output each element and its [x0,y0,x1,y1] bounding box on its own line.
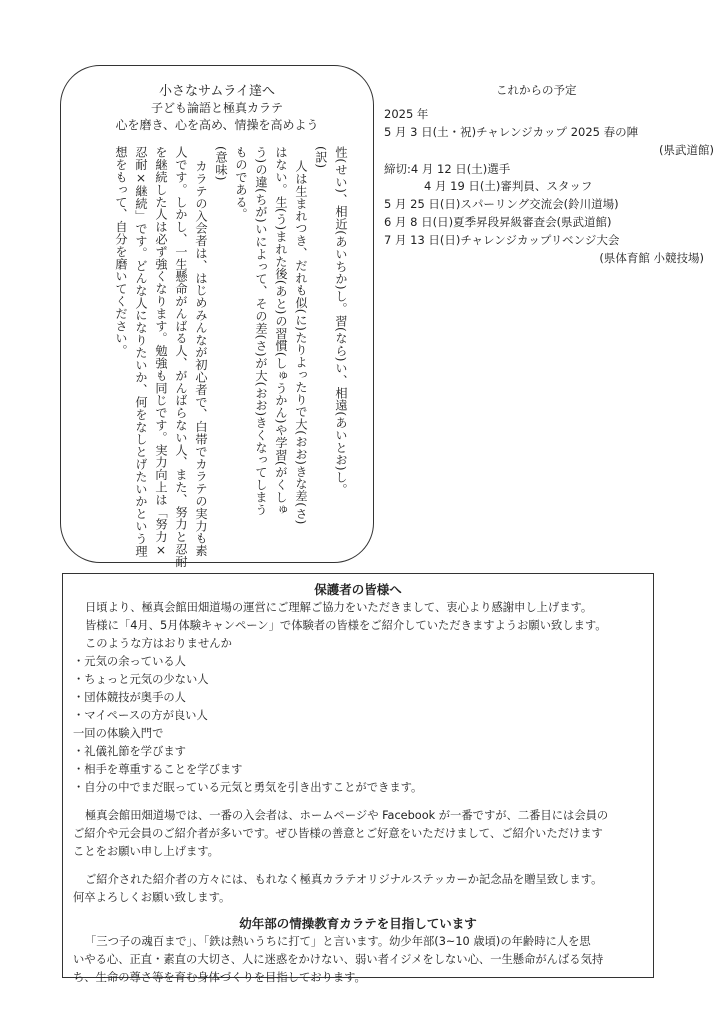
vertical-line: 人は生まれつき、だれも似(に)たりよったりで大(おお)きな差(さ) [294,160,308,525]
list-item: ・元気の余っている人 [73,655,186,668]
schedule-item: 7 月 13 日(日)チャレンジカップリベンジ大会 [384,233,620,247]
schedule-item: 6 月 8 日(日)夏季昇段昇級審査会(県武道館) [384,215,612,229]
box-title: 小さなサムライ達へ [159,84,275,99]
vertical-line: 人です。しかし、一生懸命がんばる人、がんばらない人、また、努力と忍耐 [174,146,188,568]
paragraph-line: 何卒よろしくお願い致します。 [73,891,231,904]
paragraph-line: ご紹介や元会員のご紹介者が多いです。ぜひ皆様の善意とご好意をいただけまして、ご紹介いただけます [73,827,603,840]
vertical-line: 性(せい)、相近(あいちか)し。習(なら)い、相遠(あいとお)し。 [334,146,348,496]
vertical-line: ものである。 [234,146,248,221]
vertical-line: はない。生(う)まれた後(あと)の習慣(しゅうかん)や学習(がくしゅ [274,146,288,516]
paragraph-line: ことをお願い申し上げます。 [73,845,219,858]
youth-heading: 幼年部の情操教育カラテを目指しています [239,916,477,931]
vertical-line: を継続した人は必ず強くなります。勉強も同じです。実力向上は「努力× [154,146,168,557]
box-subtitle-2: 心を磨き、心を高め、情操を高めよう [115,118,319,132]
paragraph-line: 「三つ子の魂百まで」、「鉄は熱いうちに打て」と言います。幼少年部(3~10 歳頃)の年齢時に人を思 [85,935,591,948]
schedule-item: 5 月 25 日(日)スパーリング交流会(鈴川道場) [384,197,619,211]
paragraph-line: 日頃より、極真会館田畑道場の運営にご理解ご協力をいただきまして、衷心より感謝申し上げます。 [85,601,593,614]
schedule-item-venue: (県武道館) [659,143,714,157]
list-item: ・礼儀礼節を学びます [73,745,186,758]
list-item: ・自分の中でまだ眠っている元気と勇気を引き出すことができます。 [73,781,423,794]
list-item: ・相手を尊重することを学びます [73,763,243,776]
paragraph-line: ち、生命の尊さ等を育む身体づくりを目指しております。 [73,971,366,984]
schedule-heading: これからの予定 [496,83,577,97]
paragraph-line: 一回の体験入門で [73,727,164,740]
vertical-text [111,146,351,568]
vertical-line: う)の違(ちが)いによって、その差(さ)が大(おお)きくなってしまう [254,146,268,516]
schedule-item: 締切:4 月 12 日(土)選手 [384,162,511,176]
list-item: ・ちょっと元気の少ない人 [73,673,209,686]
schedule-item-venue: (県体育館 小競技場) [599,251,704,265]
vertical-line: 想をもって、自分を磨いてください。 [114,146,128,357]
vertical-line: (意味) [214,146,228,181]
paragraph-line: 皆様に「4月、5月体験キャンペーン」で体験者の皆様をご紹介していただきますようお願い致します。 [85,619,607,632]
box-subtitle-1: 子ども論語と極真カラテ [150,101,283,115]
analects-box [60,65,374,568]
guardians-heading: 保護者の皆様へ [314,582,402,597]
list-item: ・マイペースの方が良い人 [73,709,208,722]
paragraph-line: いやる心、正直・素直の大切さ、人に迷惑をかけない、弱い者イジメをしない心、一生懸命がんばる気持 [73,953,604,966]
list-item: ・団体競技が奥手の人 [73,691,186,704]
paragraph-line: ご紹介された紹介者の方々には、もれなく極真カラテオリジナルステッカーか記念品を贈呈致します。 [85,873,603,886]
paragraph-line: 極真会館田畑道場では、一番の入会者は、ホームページや Facebook が一番ですが、二番目には会員の [85,809,609,822]
vertical-line: (訳) [314,146,328,169]
vertical-line: カラテの入会者は、はじめみんなが初心者で、白帯でカラテの実力も素 [194,160,208,557]
vertical-line: 忍耐×継続」です。どんな人になりたいか、何をなしとげたいかという理 [134,146,148,557]
schedule-item: 5 月 3 日(土・祝)チャレンジカップ 2025 春の陣 [384,125,639,139]
guardians-box [62,573,654,984]
schedule-item: 4 月 19 日(土)審判員、スタッフ [424,179,593,193]
schedule-year: 2025 年 [384,107,429,121]
paragraph-line: このような方はおりませんか [85,637,232,650]
